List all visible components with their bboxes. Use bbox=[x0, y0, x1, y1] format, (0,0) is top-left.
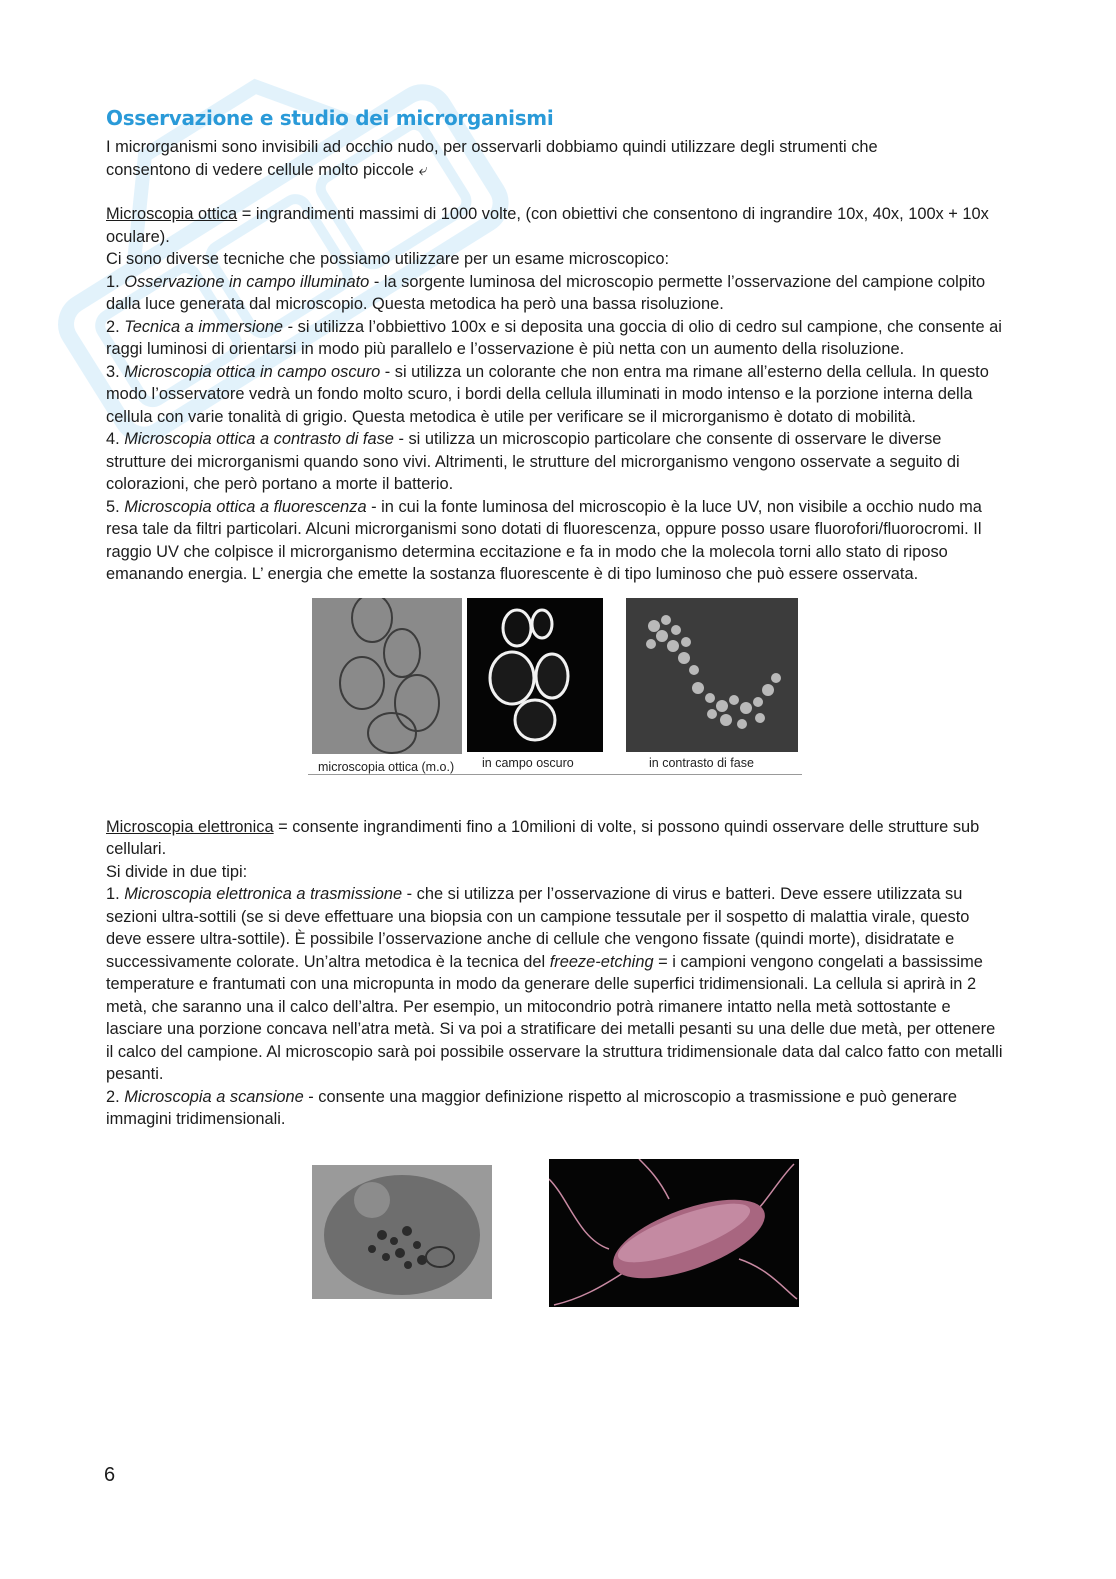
arrow-down-icon: ⤶ bbox=[418, 160, 428, 179]
optical-item-term: Microscopia ottica a contrasto di fase bbox=[124, 430, 394, 448]
intro-paragraph bbox=[106, 136, 1006, 181]
figure-caption: microscopia ottica (m.o.) bbox=[318, 759, 455, 774]
tem-micrograph bbox=[312, 1165, 492, 1299]
electron-term: Microscopia elettronica bbox=[106, 817, 274, 836]
electron-def-text: = consente ingrandimenti fino a 10milioni di volte, si possono quindi osservare delle strutture sub cellulari. bbox=[106, 817, 980, 858]
sem-micrograph bbox=[549, 1159, 799, 1307]
page-number: 6 bbox=[104, 1464, 116, 1486]
darkfield-micrograph bbox=[467, 598, 603, 752]
intro-line-1: I microrganismi sono invisibili ad occhio nudo, per osservarli dobbiamo quindi utilizzare degli strumenti che bbox=[106, 138, 878, 156]
optical-item-2: 2. Tecnica a immersione - si utilizza l’obbiettivo 100x e si deposita una goccia di olio di cedro sul campione, che consente ai raggi luminosi di orientarsi in modo più parallelo e l’osservazione è più netta con un aumento della risoluzione. bbox=[106, 317, 1002, 358]
section-title: Osservazione e studio dei microrganismi bbox=[106, 106, 554, 130]
optical-definition bbox=[106, 203, 1006, 248]
optical-item-5: 5. Microscopia ottica a fluorescenza - in cui la fonte luminosa del microscopio è la luce UV, non visibile a occhio nudo ma resa tale da filtri particolari. Alcuni microrganismi sono dotati di fluorescenza, oppure posso usare fluorofori/fluorocromi. Il raggio UV che colpisce il microrganismo determina eccitazione e fa in modo che la molecola torni allo stato di riposo emanando energia. L’ energia che emette la sostanza fluorescente è di tipo luminoso che può essere osservata. bbox=[106, 497, 982, 583]
optical-def-text: = ingrandimenti massimi di 1000 volte, (con obiettivi che consentono di ingrandire 10x, 40x, 100x + 10x oculare). bbox=[106, 205, 989, 246]
phase-contrast-micrograph bbox=[626, 598, 798, 752]
figure-caption: in campo oscuro bbox=[482, 755, 574, 770]
optical-microscopy-figure bbox=[106, 594, 1006, 794]
electron-item-term: Microscopia a scansione bbox=[124, 1087, 304, 1106]
optical-item-term: Microscopia ottica in campo oscuro bbox=[124, 362, 381, 381]
electron-types-intro: Si divide in due tipi: bbox=[106, 862, 248, 881]
optical-term: Microscopia ottica bbox=[106, 205, 238, 223]
optical-item-term: Microscopia ottica a fluorescenza bbox=[124, 497, 367, 516]
electron-definition bbox=[106, 816, 1006, 861]
optical-item-3: 3. Microscopia ottica in campo oscuro - si utilizza un colorante che non entra ma rimane all’esterno della cellula. In questo modo l’osservatore vedrà un fondo molto scuro, i bordi della cellula illuminati in modo intenso e la porzione interna della cellula con varie tonalità di grigio. Questa metodica è utile per verificare se il microrganismo è dotato di mobilità. bbox=[106, 362, 989, 426]
figure-caption: in contrasto di fase bbox=[649, 755, 754, 770]
intro-line-2: consentono di vedere cellule molto piccole bbox=[106, 160, 414, 179]
optical-item-4: 4. Microscopia ottica a contrasto di fase - si utilizza un microscopio particolare che consente di osservare le diverse strutture dei microrganismi quando sono vivi. Altrimenti, le strutture del microrganismo vengono osservate a seguito di colorazioni, che però portano a morte il batterio. bbox=[106, 430, 960, 493]
electron-item-term: Microscopia elettronica a trasmissione bbox=[124, 885, 403, 903]
electron-item-2: 2. Microscopia a scansione - consente una maggior definizione rispetto al microscopio a trasmissione e può generare immagini tridimensionali. bbox=[106, 1087, 957, 1128]
optical-item-term: Tecnica a immersione bbox=[124, 317, 284, 336]
freeze-etching-term: freeze-etching bbox=[549, 952, 654, 971]
optical-item-term: Osservazione in campo illuminato bbox=[124, 272, 370, 291]
electron-item-1: 1. Microscopia elettronica a trasmissione - che si utilizza per l’osservazione di virus e batteri. Deve essere utilizzata su sezioni ultra-sottili (se si deve effettuare una biopsia con un campione tessutale per il sospetto di malattia virale, questo deve essere ultra-sottile). È possibile l’osservazione anche di cellule che vengono fissate (quindi morte), disidratate e successivamente colorate. Un’altra metodica è la tecnica del freeze-etching = i campioni vengono congelati a bassissime temperature e frantumati con una micropunta in modo da generare delle superfici tridimensionali. La cellula si aprirà in 2 metà, che saranno una il calco dell’altra. Per esempio, un mitocondrio potrà rimanere intatto nella metà sottostante e lasciare una porzione concava nell’atra metà. Si va poi a stratificare dei metalli pesanti su una delle due metà, per ottenere il calco del campione. Al microscopio sarà poi possibile osservare la struttura tridimensionale data dal calco fatto con metalli pesanti. bbox=[106, 885, 1003, 1083]
brightfield-micrograph bbox=[312, 598, 462, 754]
optical-item-1: 1. Osservazione in campo illuminato - la sorgente luminosa del microscopio permette l’osservazione del campione colpito dalla luce generata dal microscopio. Questa metodica ha però una bassa risoluzione. bbox=[106, 272, 986, 313]
techniques-intro: Ci sono diverse tecniche che possiamo utilizzare per un esame microscopico: bbox=[106, 250, 670, 268]
page-content bbox=[106, 104, 1006, 1361]
electron-microscopy-figure bbox=[106, 1141, 1006, 1361]
